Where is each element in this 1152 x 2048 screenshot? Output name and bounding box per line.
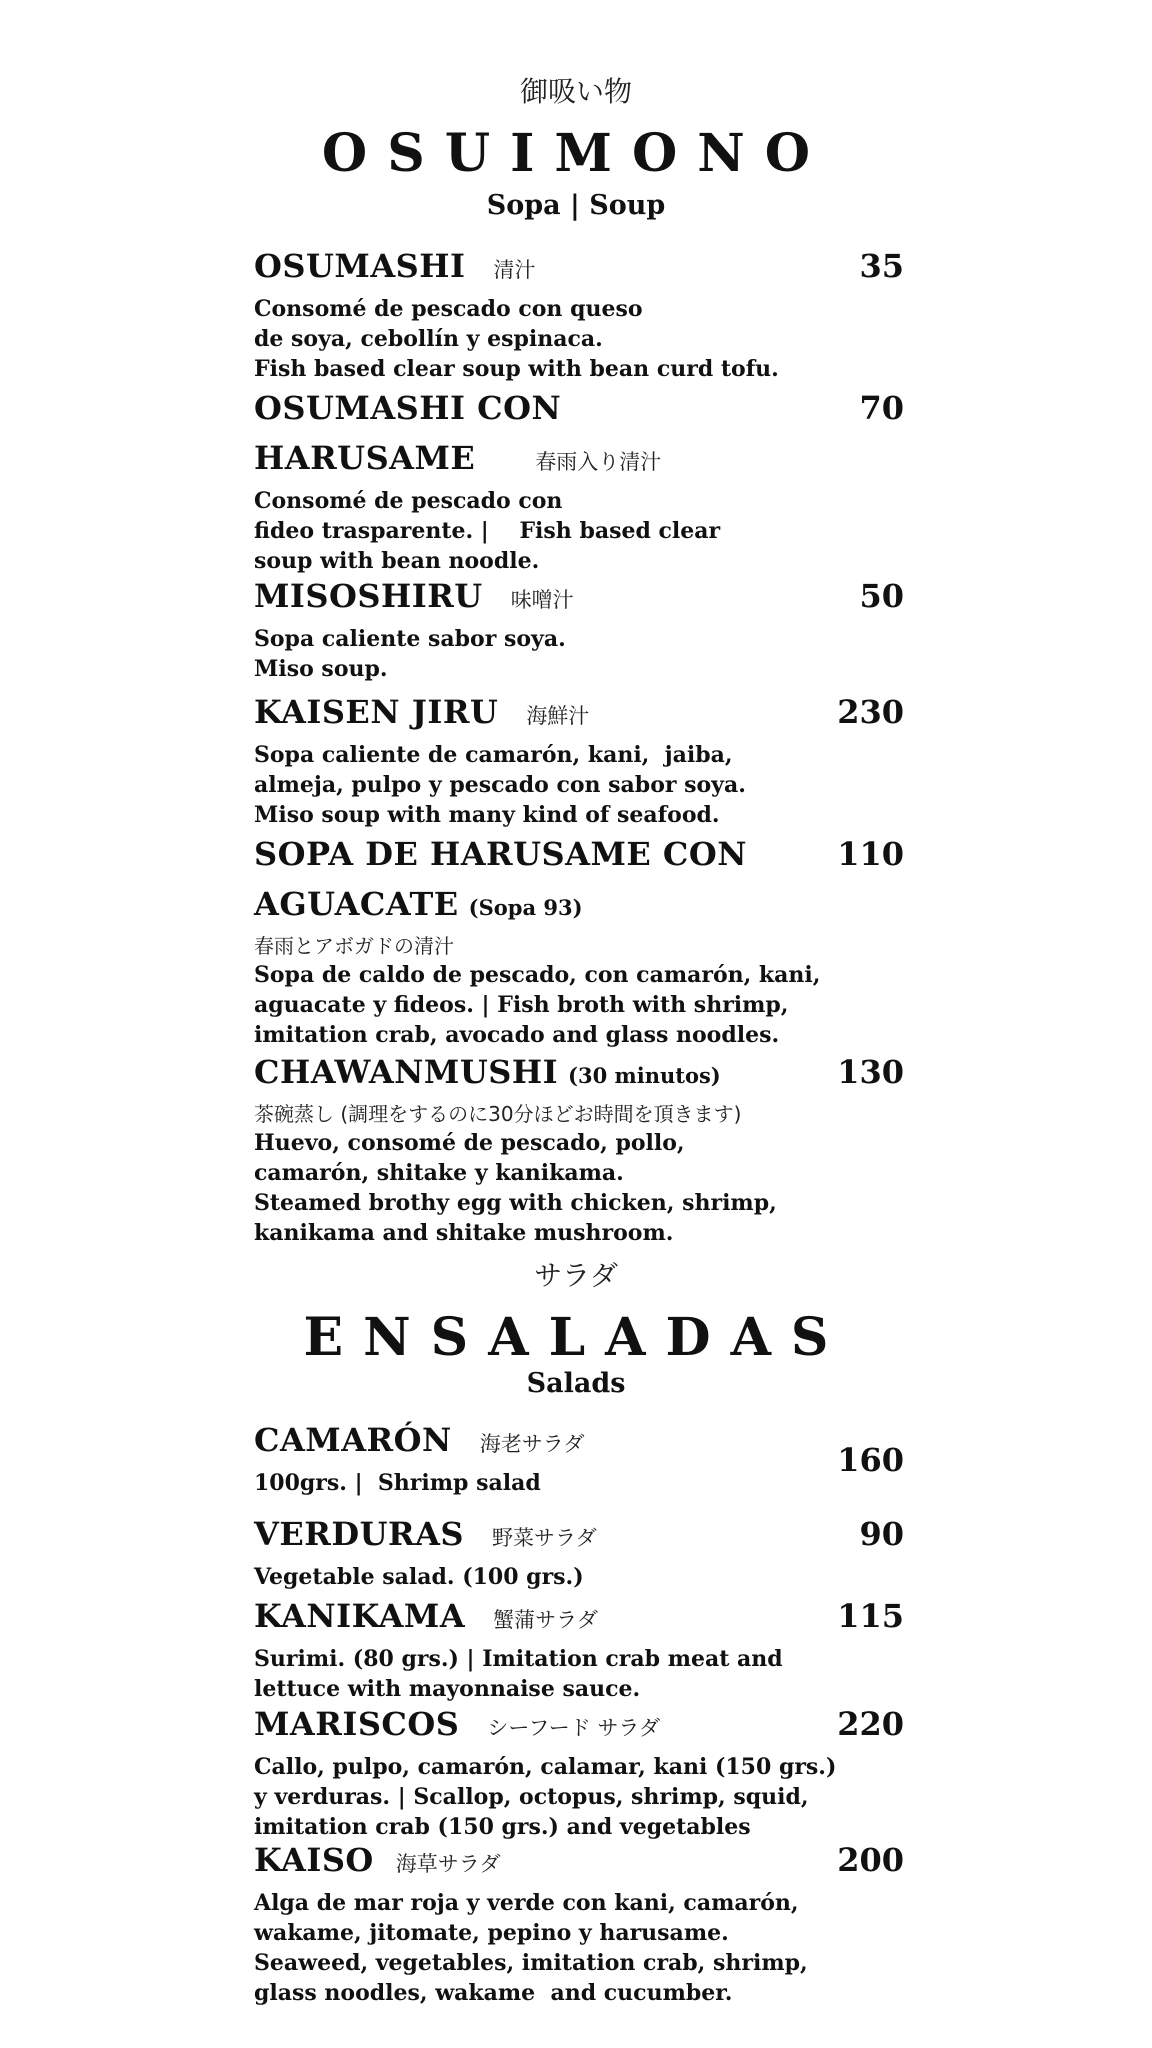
item-desc-line: Sopa caliente de camarón, kani, jaiba,: [254, 742, 733, 768]
item-desc-line: y verduras. | Scallop, octopus, shrimp, squid,: [254, 1784, 809, 1810]
item-name: CAMARÓN: [254, 1421, 452, 1459]
item-desc-line: 100grs. | Shrimp salad: [254, 1470, 541, 1496]
item-name: KAISEN JIRU: [254, 693, 499, 731]
item-jp-name: 清汁: [493, 258, 536, 282]
item-jp-name: 茶碗蒸し (調理をするのに30分ほどお時間を頂きます): [254, 1102, 742, 1126]
item-desc-line: Miso soup.: [254, 656, 388, 682]
item-desc-line: Miso soup with many kind of seafood.: [254, 802, 720, 828]
item-desc-line: de soya, cebollín y espinaca.: [254, 326, 603, 352]
item-name-line: [254, 1838, 904, 1888]
item-price: 110: [837, 835, 904, 873]
item-price: 70: [859, 389, 904, 427]
item-desc-line: Consomé de pescado con queso: [254, 296, 643, 322]
item-desc-line: Consomé de pescado con: [254, 488, 563, 514]
item-desc-line: fideo trasparente. | Fish based clear: [254, 518, 721, 544]
item-price: 50: [859, 577, 904, 615]
item-name-line: [254, 386, 904, 436]
item-desc-line: wakame, jitomate, pepino y harusame.: [254, 1920, 729, 1946]
item-desc-line: kanikama and shitake mushroom.: [254, 1220, 674, 1246]
menu-item-misoshiru: [254, 574, 904, 684]
item-price: 130: [837, 1053, 904, 1091]
soup-section-title: OSUIMONO: [321, 123, 831, 184]
menu-item-mariscos: [254, 1702, 904, 1842]
item-desc-line: Sopa de caldo de pescado, con camarón, kani,: [254, 962, 821, 988]
item-desc-line: Sopa caliente sabor soya.: [254, 626, 566, 652]
item-price: 35: [859, 247, 904, 285]
item-desc-line: almeja, pulpo y pescado con sabor soya.: [254, 772, 746, 798]
item-desc-line: imitation crab, avocado and glass noodles.: [254, 1022, 780, 1048]
salads-section-subtitle: Salads: [526, 1368, 626, 1399]
menu-item-camaron: [254, 1418, 904, 1498]
item-desc-line: Vegetable salad. (100 grs.): [254, 1564, 584, 1590]
item-jp-name: 春雨入り清汁: [535, 450, 662, 474]
item-name-line: [254, 690, 904, 740]
item-name: KANIKAMA: [254, 1597, 466, 1635]
item-desc-line: Huevo, consomé de pescado, pollo,: [254, 1130, 685, 1156]
menu-item-sopa-de-harusame: [254, 832, 904, 1050]
item-jp-name: 海老サラダ: [479, 1432, 585, 1456]
item-name: OSUMASHI CON: [254, 389, 562, 427]
item-jp-name: 蟹蒲サラダ: [493, 1608, 598, 1632]
item-jp-name: 春雨とアボガドの清汁: [254, 934, 454, 958]
menu-item-kaisen-jiru: [254, 690, 904, 830]
item-desc-line: Fish based clear soup with bean curd tofu.: [254, 356, 779, 382]
menu-item-kanikama: [254, 1594, 904, 1704]
item-jp-name: 海草サラダ: [395, 1852, 501, 1876]
item-name: VERDURAS: [254, 1515, 464, 1553]
item-desc-line: glass noodles, wakame and cucumber.: [254, 1980, 733, 2006]
item-desc-line: aguacate y fideos. | Fish broth with shrimp,: [254, 992, 789, 1018]
item-name-line: [254, 436, 904, 486]
soup-section-subtitle: Sopa | Soup: [486, 190, 666, 221]
item-desc-line: Surimi. (80 grs.) | Imitation crab meat and: [254, 1646, 783, 1672]
item-name-line: [254, 574, 904, 624]
item-name: HARUSAME: [254, 439, 476, 477]
menu-item-chawanmushi: [254, 1050, 904, 1248]
item-jp-name: 野菜サラダ: [492, 1526, 597, 1550]
salads-section-title: ENSALADAS: [303, 1307, 849, 1368]
item-price: 200: [837, 1841, 904, 1879]
item-price: 220: [837, 1705, 904, 1743]
soup-jp-title: 御吸い物: [519, 75, 632, 108]
item-desc-line: lettuce with mayonnaise sauce.: [254, 1676, 641, 1702]
item-name-line: [254, 1512, 904, 1562]
item-desc-line: Seaweed, vegetables, imitation crab, shrimp,: [254, 1950, 808, 1976]
item-price: 160: [837, 1441, 904, 1479]
menu-item-verduras: [254, 1512, 904, 1592]
item-jp-name: 味噌汁: [510, 588, 574, 612]
item-name-line: [254, 1050, 904, 1100]
item-name: SOPA DE HARUSAME CON: [254, 835, 748, 873]
item-name: OSUMASHI: [254, 247, 466, 285]
item-desc-line: Callo, pulpo, camarón, calamar, kani (150 grs.): [254, 1754, 837, 1780]
menu-item-osumashi: [254, 244, 904, 384]
item-name-line: [254, 1702, 904, 1752]
item-name: AGUACATE: [254, 885, 459, 923]
item-desc-line: soup with bean noodle.: [254, 548, 540, 574]
item-name-line: [254, 1418, 904, 1468]
item-name-line: [254, 1594, 904, 1644]
item-desc-line: Alga de mar roja y verde con kani, camarón,: [254, 1890, 799, 1916]
item-price: 115: [837, 1597, 904, 1635]
menu-item-osumashi-con-harusame: [254, 386, 904, 576]
item-price: 230: [837, 693, 904, 731]
menu-item-kaiso: [254, 1838, 904, 2008]
item-name: MARISCOS: [254, 1705, 460, 1743]
item-price: 90: [859, 1515, 904, 1553]
item-name: MISOSHIRU: [254, 577, 483, 615]
item-note: (Sopa 93): [468, 895, 583, 920]
item-desc-line: imitation crab (150 grs.) and vegetables: [254, 1814, 751, 1840]
item-name-line: [254, 832, 904, 882]
item-jp-name: 海鮮汁: [526, 704, 590, 728]
item-name: CHAWANMUSHI: [254, 1053, 559, 1091]
item-note: (30 minutos): [568, 1063, 721, 1088]
item-name-line: [254, 244, 904, 294]
salads-jp-title: サラダ: [534, 1259, 618, 1292]
item-name-line: [254, 882, 904, 932]
item-desc-line: camarón, shitake y kanikama.: [254, 1160, 624, 1186]
item-desc-line: Steamed brothy egg with chicken, shrimp,: [254, 1190, 777, 1216]
item-jp-name: シーフード サラダ: [487, 1716, 661, 1740]
item-name: KAISO: [254, 1841, 374, 1879]
